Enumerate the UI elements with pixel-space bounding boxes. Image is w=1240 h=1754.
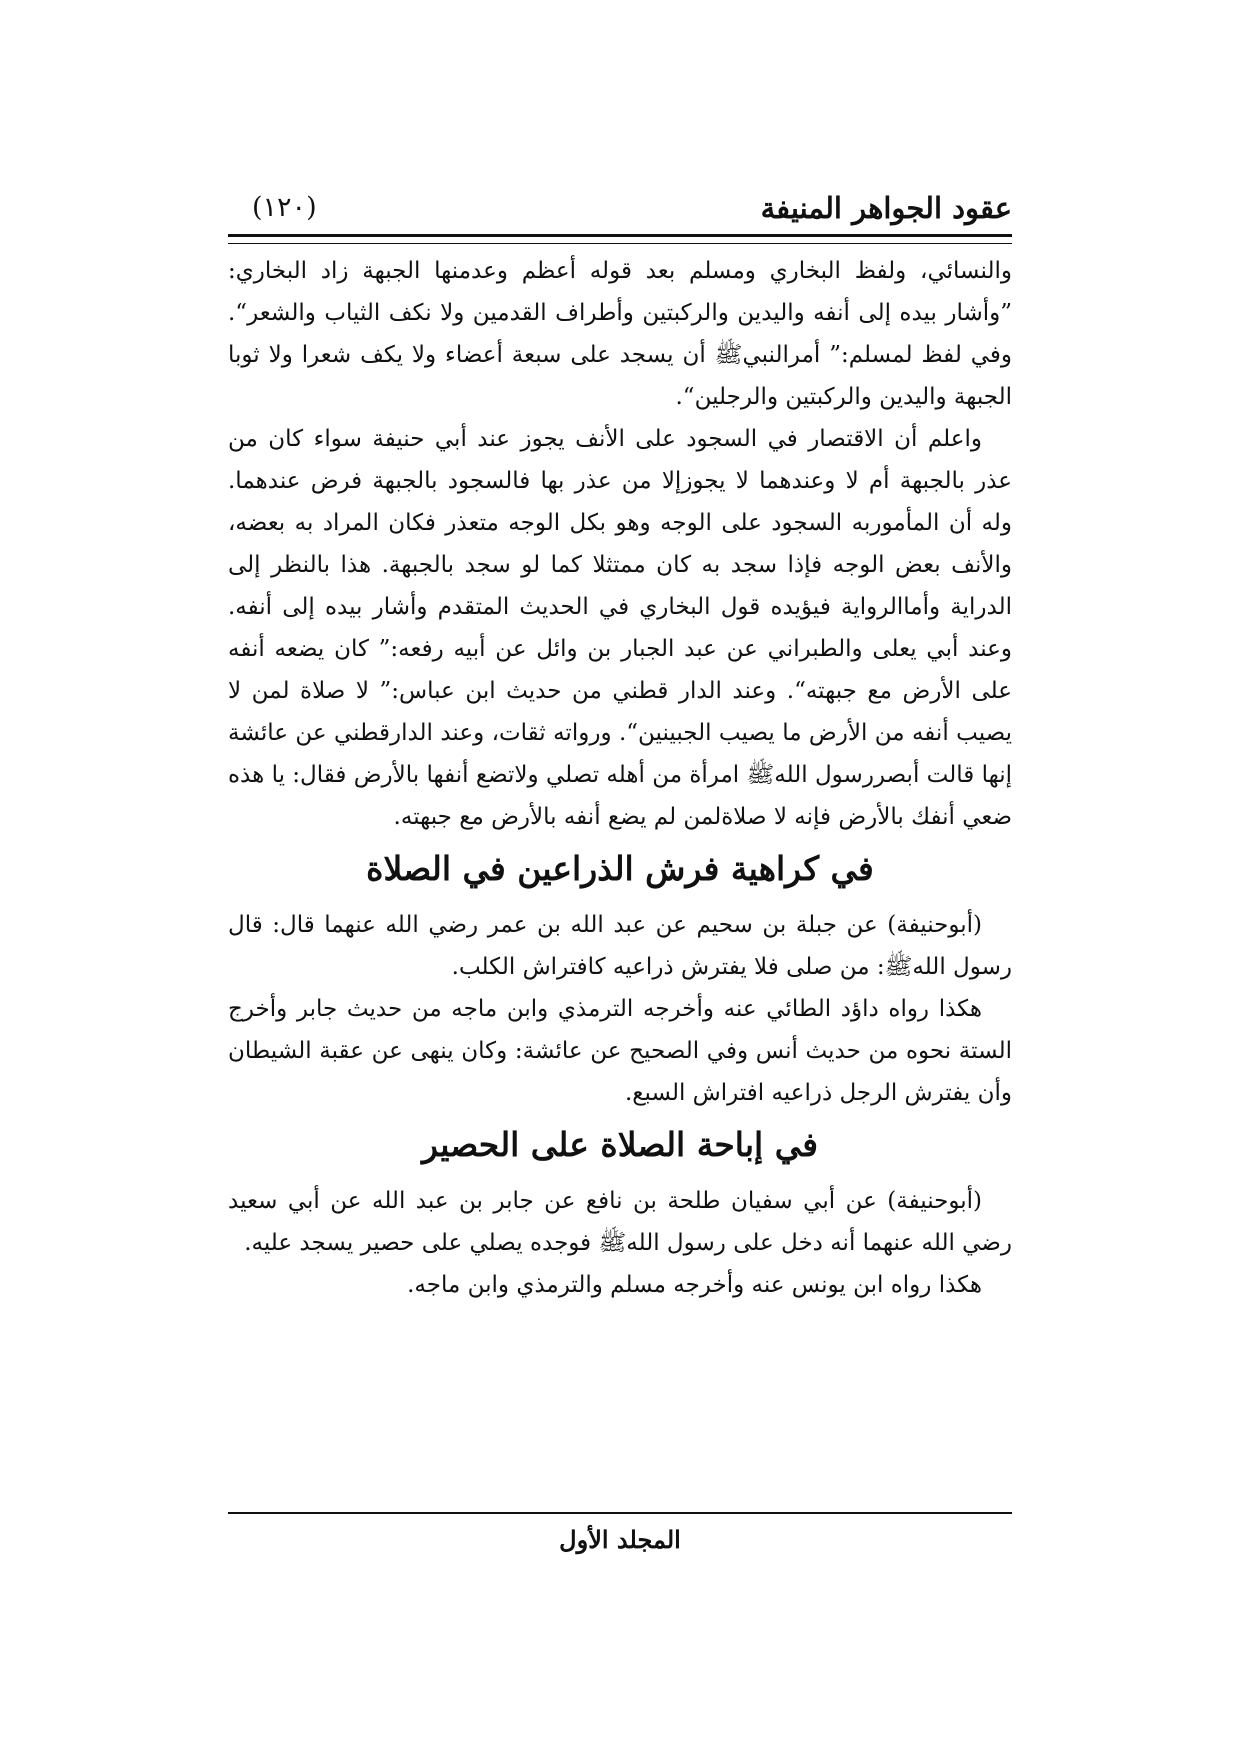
- page-header: [228, 188, 1012, 232]
- paragraph-6: هكذا رواه ابن يونس عنه وأخرجه مسلم والترمذي وابن ماجه.: [407, 1272, 982, 1298]
- section-heading-1: في كراهية فرش الذراعين في الصلاة: [366, 849, 874, 888]
- header-rule: [228, 234, 1012, 244]
- paragraph-5: (أبوحنيفة) عن أبي سفيان طلحة بن نافع عن جابر بن عبد الله عن أبي سعيد رضي الله عنهما أنه دخل على رسول اللهﷺ فوجده يصلي على حصير يسجد عليه.: [228, 1188, 1012, 1256]
- section-heading-2: في إباحة الصلاة على الحصير: [422, 1125, 818, 1164]
- paragraph-4: هكذا رواه داؤد الطائي عنه وأخرجه الترمذي وابن ماجه من حديث جابر وأخرج الستة نحوه من حديث أنس وفي الصحيح عن عائشة: وكان ينهى عن عقبة الشيطان وأن يفترش الرجل ذراعيه افتراش السبع.: [228, 996, 1012, 1106]
- volume-label: المجلد الأول: [559, 1525, 681, 1554]
- paragraph-1: والنسائي، ولفظ البخاري ومسلم بعد قوله أعظم وعدمنها الجبهة زاد البخاري: ”وأشار بيده إلى أنفه واليدين والركبتين وأطراف القدمين ولا نكف الثياب والشعر“. وفي لفظ لمسلم:” أمرالنبيﷺ أن يسجد على سبعة أعضاء ولا يكف شعرا ولا ثوبا الجبهة واليدين والركبتين والرجلين“.: [228, 258, 1012, 410]
- paragraph-3: (أبوحنيفة) عن جبلة بن سحيم عن عبد الله بن عمر رضي الله عنهما قال: قال رسول اللهﷺ: من صلى فلا يفترش ذراعيه كافتراش الكلب.: [228, 912, 1012, 980]
- book-title: عقود الجواهر المنيفة: [760, 191, 1012, 225]
- paragraph-2: واعلم أن الاقتصار في السجود على الأنف يجوز عند أبي حنيفة سواء كان من عذر بالجبهة أم لا وعندهما لا يجوزإلا من عذر بها فالسجود بالجبهة فرض عندهما. وله أن المأموربه السجود على الوجه وهو بكل الوجه متعذر فكان المراد به بعضه، والأنف بعض الوجه فإذا سجد به كان ممتثلا كما لو سجد بالجبهة. هذا بالنظر إلى الدراية وأماالرواية فيؤيده قول البخاري في الحديث المتقدم وأشار بيده إلى أنفه. وعند أبي يعلى والطبراني عن عبد الجبار بن وائل عن أبيه رفعه:” كان يضعه أنفه على الأرض مع جبهته“. وعند الدار قطني من حديث ابن عباس:” لا صلاة لمن لا يصيب أنفه من الأرض ما يصيب الجبينين“. ورواته ثقات، وعند الدارقطني عن عائشة إنها قالت أبصررسول اللهﷺ امرأة من أهله تصلي ولاتضع أنفها بالأرض فقال: يا هذه ضعي أنفك بالأرض فإنه لا صلاةلمن لم يضع أنفه بالأرض مع جبهته.: [228, 426, 1012, 830]
- footer-rule: [228, 1512, 1012, 1514]
- page-body: [228, 250, 1012, 1306]
- page-number: (١٢٠): [252, 192, 317, 223]
